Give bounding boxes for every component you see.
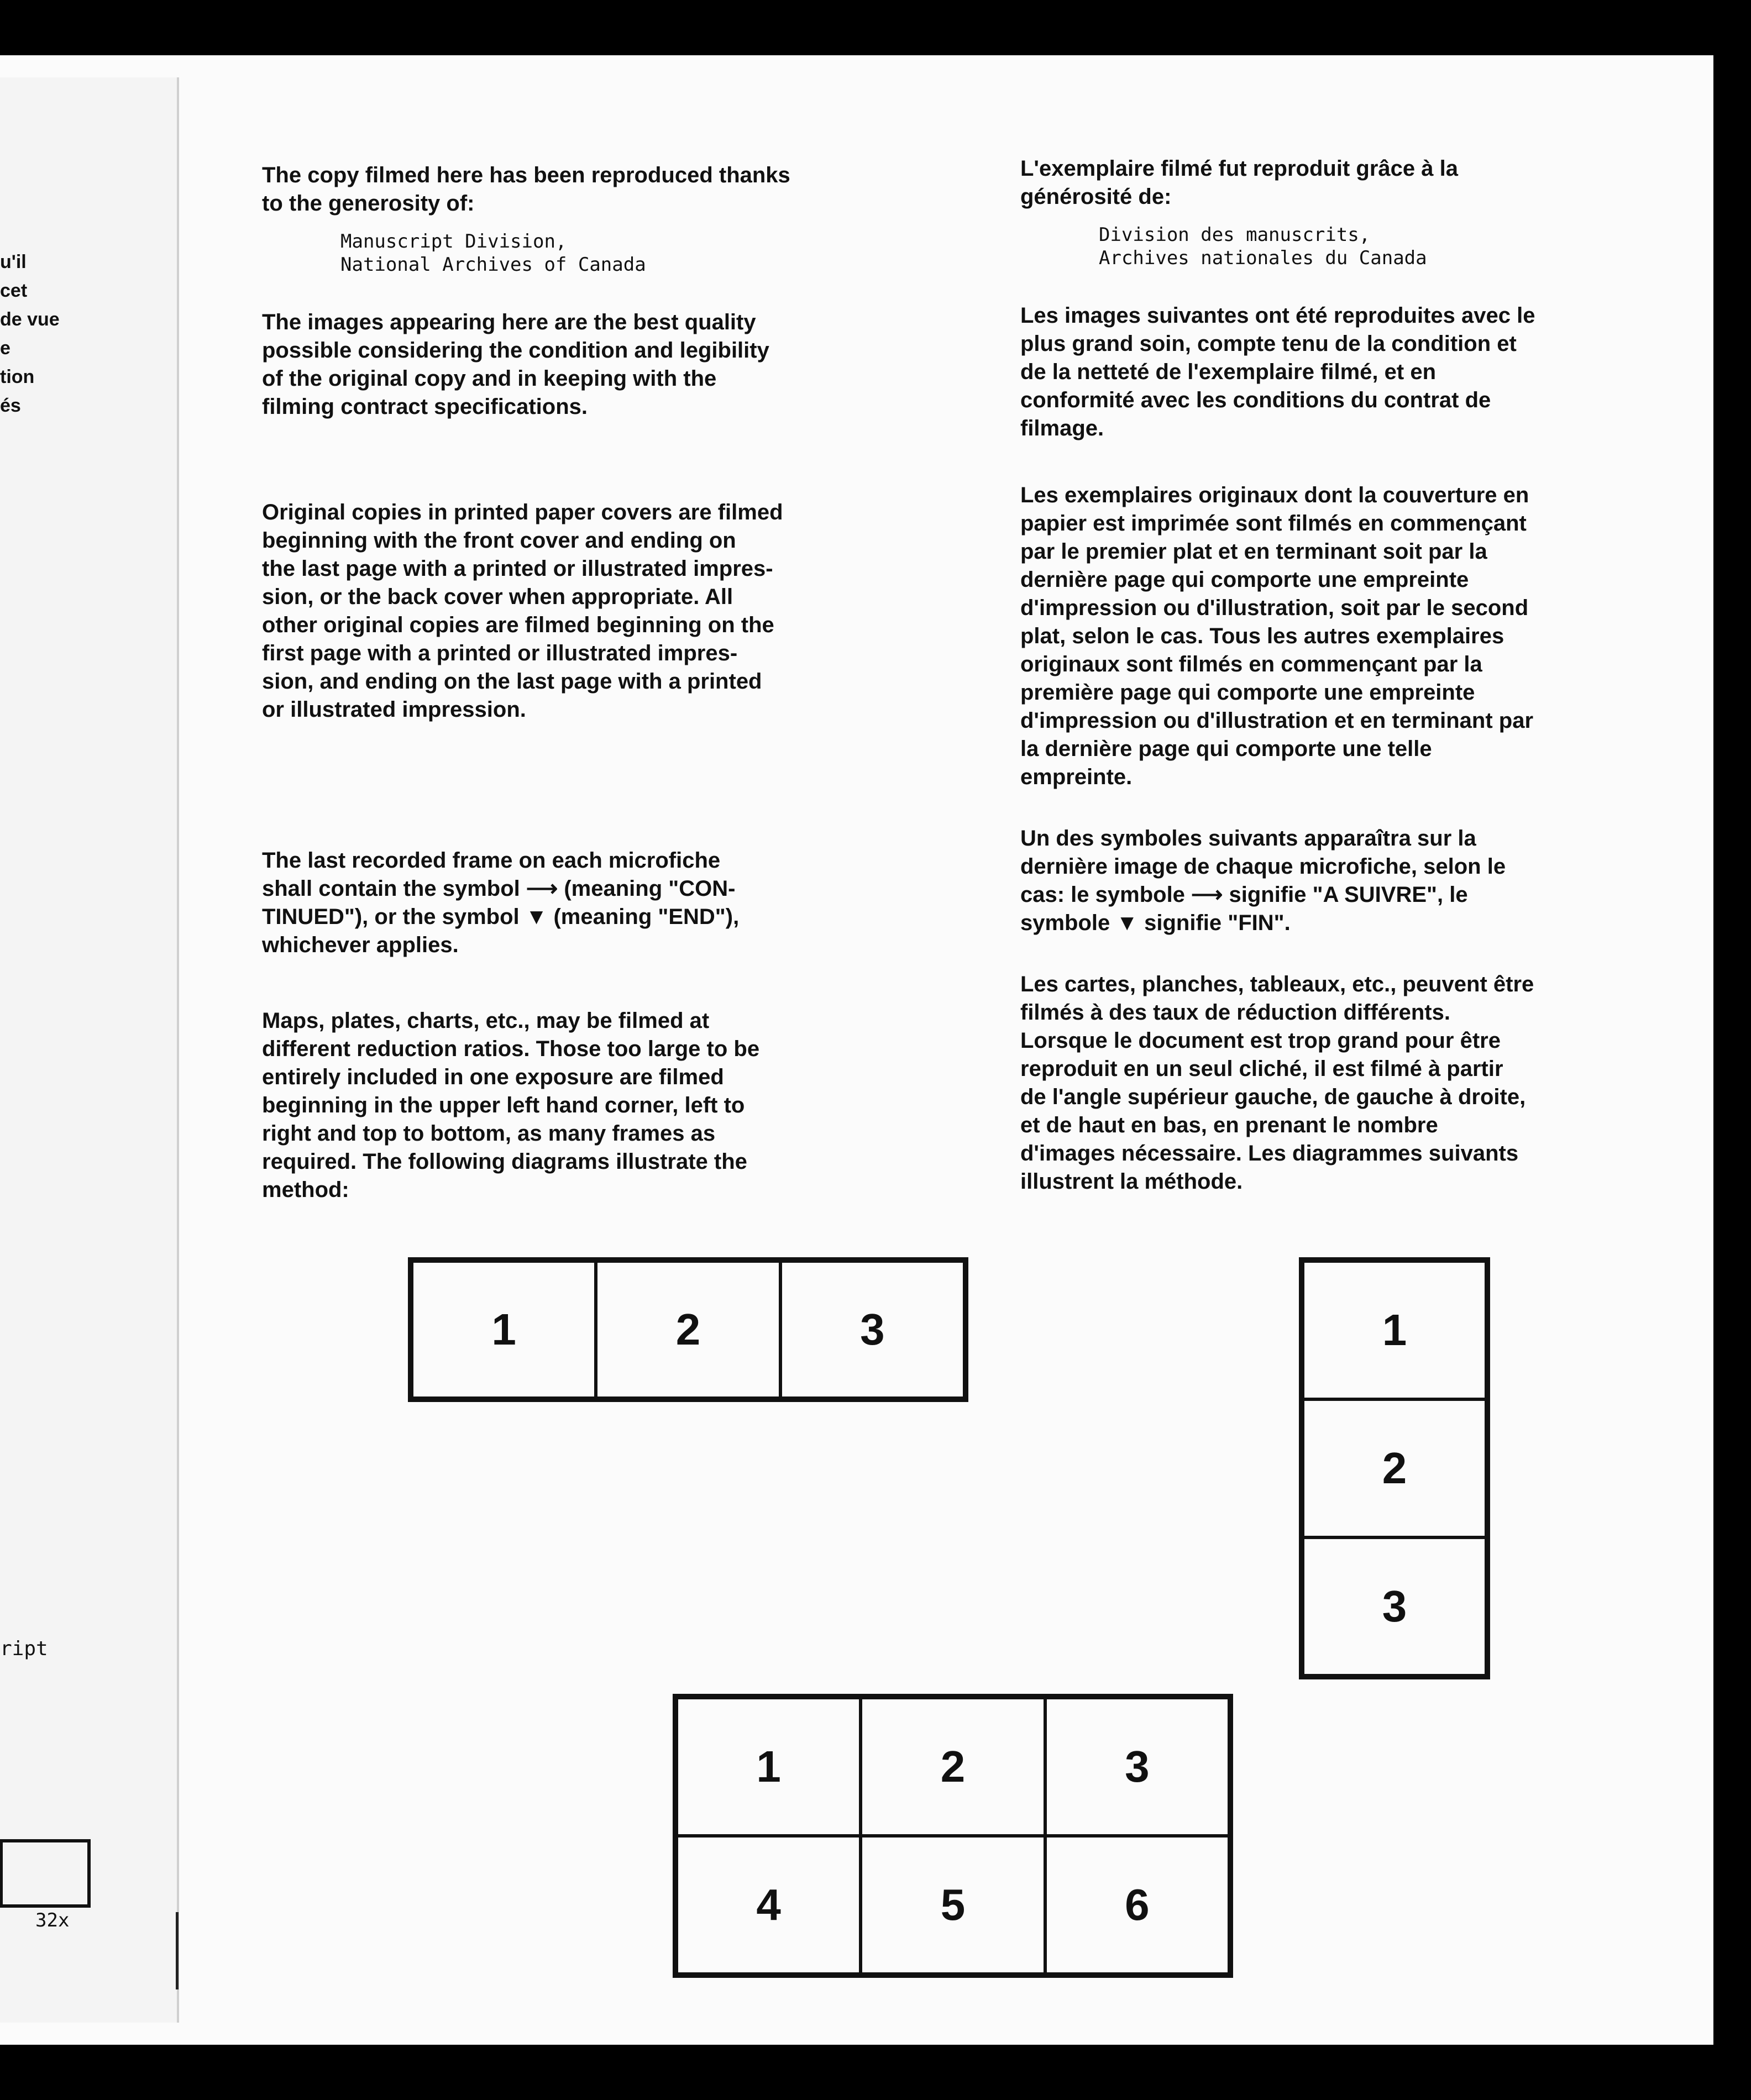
covers-line: la dernière page qui comporte une telle [1020,737,1432,761]
covers-line: papier est imprimée sont filmés en commençant [1020,511,1527,536]
maps-line: method: [262,1178,349,1202]
intro-line: to the generosity of: [262,191,475,216]
covers-line: sion, or the back cover when appropriate. All [262,585,733,609]
covers-line: sion, and ending on the last page with a printed [262,669,762,694]
quality-line: Les images suivantes ont été reproduites avec le [1020,303,1535,328]
institution-line: Archives nationales du Canada [1099,247,1427,269]
covers-line: empreinte. [1020,765,1133,789]
frame-cell: 2 [861,1698,1045,1836]
quality-line: filmage. [1020,416,1104,440]
symbols-line: whichever applies. [262,933,459,957]
maps-line: right and top to bottom, as many frames as [262,1121,716,1146]
quality-line: de la netteté de l'exemplaire filmé, et en [1020,360,1437,384]
frame-cell: 2 [1303,1399,1486,1537]
maps-line: Maps, plates, charts, etc., may be filmed at [262,1009,710,1033]
maps-line: Les cartes, planches, tableaux, etc., peuvent être [1020,972,1534,996]
symbols-line: The last recorded frame on each microfiche [262,848,721,873]
covers-line: Original copies in printed paper covers are filmed [262,500,783,524]
covers-line: par le premier plat et en terminant soit par la [1020,539,1487,564]
symbols-line: cas: le symbole ⟶ signifie "A SUIVRE", le [1020,883,1468,907]
covers-line: dernière page qui comporte une empreinte [1020,568,1469,592]
covers-line: or illustrated impression. [262,697,526,722]
quality-line: conformité avec les conditions du contrat de [1020,388,1491,412]
maps-line: de l'angle supérieur gauche, de gauche à droite, [1020,1085,1526,1109]
fragment-line: és [0,395,21,416]
covers-line: d'impression ou d'illustration, soit par le second [1020,596,1529,620]
quality-line: plus grand soin, compte tenu de la condition et [1020,332,1517,356]
fragment-line: cet [0,280,28,301]
frame-cell: 3 [1303,1537,1486,1676]
symbols-line: TINUED"), or the symbol ▼ (meaning "END"), [262,905,740,929]
vertical-frames-diagram [1299,1257,1490,1679]
frame-cell: 6 [1045,1836,1229,1974]
maps-line: entirely included in one exposure are filmed [262,1065,724,1089]
frame-cell: 1 [412,1261,596,1398]
symbols-line: shall contain the symbol ⟶ (meaning "CON- [262,876,736,901]
institution-line: National Archives of Canada [340,254,646,276]
frame-cell: 1 [677,1698,861,1836]
maps-line: et de haut en bas, en prenant le nombre [1020,1113,1438,1137]
covers-line: other original copies are filmed beginning on the [262,613,774,637]
intro-line: générosité de: [1020,185,1172,209]
symbols-line: symbole ▼ signifie "FIN". [1020,911,1291,935]
reduction-label: 32x [35,1909,70,1931]
fragment-line: de vue [0,309,60,330]
fragment-line: tion [0,366,35,387]
covers-line: the last page with a printed or illustrated impres- [262,556,773,581]
quality-line: possible considering the condition and legibility [262,338,769,363]
symbols-line: Un des symboles suivants apparaîtra sur la [1020,826,1476,851]
maps-line: Lorsque le document est trop grand pour être [1020,1028,1501,1053]
symbols-line: dernière image de chaque microfiche, selon le [1020,854,1506,879]
frame-cell: 3 [780,1261,964,1398]
fragment-line: e [0,338,11,359]
covers-line: Les exemplaires originaux dont la couverture en [1020,483,1529,507]
english-column [262,161,790,1204]
covers-line: plat, selon le cas. Tous les autres exemplaires [1020,624,1504,648]
frame-cell: 4 [677,1836,861,1974]
covers-line: first page with a printed or illustrated impres- [262,641,738,665]
frame-cell: 3 [1045,1698,1229,1836]
fragment-word: ript [0,1637,48,1660]
intro-line: L'exemplaire filmé fut reproduit grâce à la [1020,156,1458,181]
horizontal-frames-diagram [408,1257,968,1402]
maps-line: different reduction ratios. Those too large to be [262,1037,760,1061]
covers-line: première page qui comporte une empreinte [1020,680,1475,705]
covers-line: beginning with the front cover and ending on [262,528,736,553]
fragment-line: u'il [0,251,27,272]
maps-line: beginning in the upper left hand corner, left to [262,1093,745,1117]
frame-cell: 1 [1303,1261,1486,1399]
maps-line: d'images nécessaire. Les diagrammes suivants [1020,1141,1519,1166]
reduction-box-fragment [0,1839,91,1908]
frame-cell: 5 [861,1836,1045,1974]
maps-line: required. The following diagrams illustrate the [262,1149,747,1174]
page-fold-line [176,1912,179,1989]
quality-line: filming contract specifications. [262,395,588,419]
covers-line: d'impression ou d'illustration et en terminant par [1020,708,1534,733]
maps-line: reproduit en un seul cliché, il est filmé à partir [1020,1057,1503,1081]
maps-line: illustrent la méthode. [1020,1169,1243,1194]
six-frames-diagram [673,1694,1233,1978]
frame-cell: 2 [596,1261,780,1398]
french-column [1020,155,1535,1196]
quality-line: of the original copy and in keeping with the [262,366,717,391]
institution-line: Manuscript Division, [340,230,567,253]
intro-line: The copy filmed here has been reproduced thanks [262,163,790,187]
covers-line: originaux sont filmés en commençant par la [1020,652,1482,676]
quality-line: The images appearing here are the best quality [262,310,756,334]
maps-line: filmés à des taux de réduction différents. [1020,1000,1450,1025]
institution-line: Division des manuscrits, [1099,224,1371,246]
